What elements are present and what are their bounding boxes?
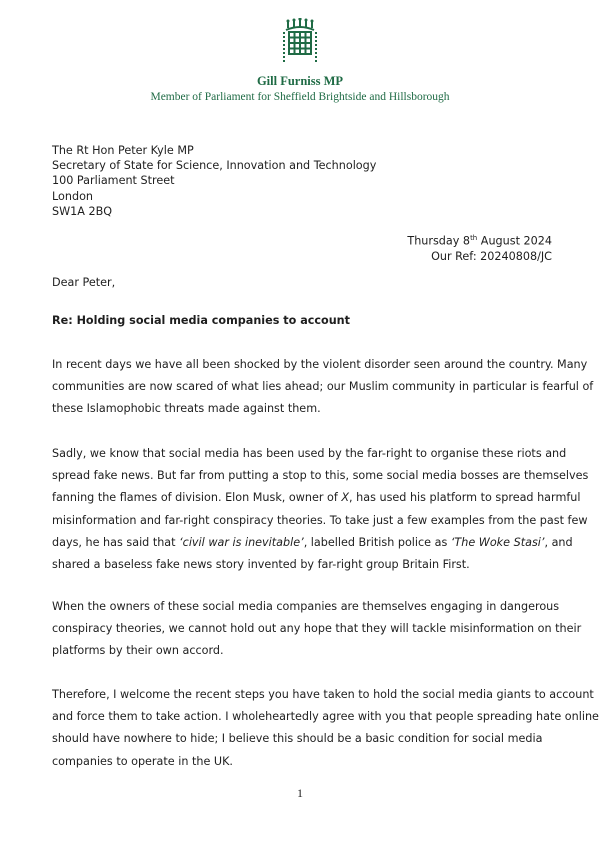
mp-constituency: Member of Parliament for Sheffield Brightside and Hillsborough (150, 91, 450, 103)
letterhead (0, 18, 600, 103)
subject-line: Re: Holding social media companies to account (52, 314, 350, 327)
recipient-line: 100 Parliament Street (52, 174, 175, 188)
letter-date: Thursday 8th August 2024 (407, 234, 552, 248)
paragraph-2: Sadly, we know that social media has been used by the far-right to organise these riots and spread fake news. But far from putting a stop to this, some social media bosses are themselves fanning the flames of division. Elon Musk, owner of X, has used his platform to spread harmful misinformation and far-right conspiracy theories. To take just a few examples from the past few days, he has said that ‘civil war is inevitable’, labelled British police as ‘The Woke Stasi’, and shared a baseless fake news story invented by far-right group Britain First. (52, 447, 589, 572)
portcullis-icon (280, 18, 320, 70)
date-block (407, 231, 552, 264)
recipient-line: The Rt Hon Peter Kyle MP (52, 144, 194, 157)
paragraph-3: When the owners of these social media companies are themselves engaging in dangerous conspiracy theories, we cannot hold out any hope that they will tackle misinformation on their platforms by their own accord. (52, 600, 582, 658)
recipient-line: London (52, 189, 94, 203)
reference: Our Ref: 20240808/JC (431, 249, 552, 263)
salutation: Dear Peter, (52, 276, 116, 289)
recipient-line: Secretary of State for Science, Innovation and Technology (52, 159, 377, 173)
page-number: 1 (297, 786, 303, 800)
mp-name: Gill Furniss MP (256, 74, 344, 88)
recipient-line: SW1A 2BQ (52, 204, 113, 218)
paragraph-4: Therefore, I welcome the recent steps you have taken to hold the social media giants to account and force them to take action. I wholeheartedly agree with you that people spreading hate online should have nowhere to hide; I believe this should be a basic condition for social media companies to operate in the UK. (52, 688, 599, 768)
paragraph-1: In recent days we have all been shocked by the violent disorder seen around the country. Many communities are now scared of what lies ahead; our Muslim community in particular is fearful of these Islamophobic threats made against them. (52, 358, 594, 416)
recipient-address (52, 143, 376, 219)
